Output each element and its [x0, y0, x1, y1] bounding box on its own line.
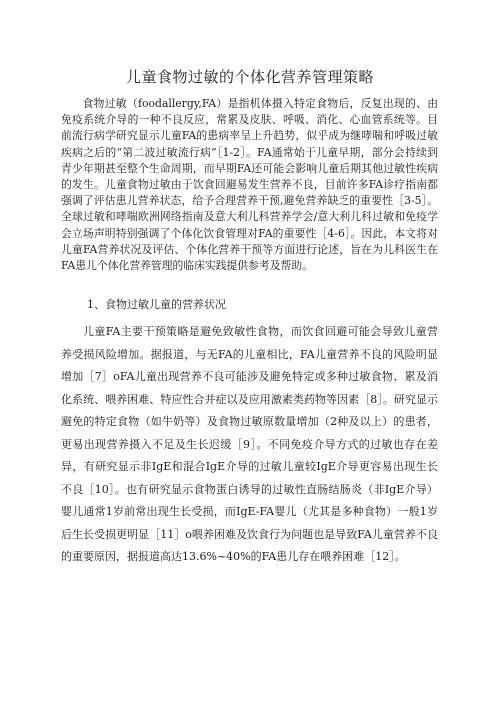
document-title: 儿童食物过敏的个体化营养管理策略: [125, 68, 374, 86]
intro-paragraph: 食物过敏（foodallergy,FA）是指机体摄入特定食物后，反复出现的、由免疫系统介导的一种不良反应，常累及皮肤、呼吸、消化、心血管系统等。目前流行病学研究显示儿童FA的患病率呈上升趋势，似乎成为继哮喘和呼吸过敏疾病之后的“第二波过敏流行病”［1-2］。FA通常始于儿童早期，部分会持续到青少年期甚至整个生命周期，而早期FA还可能会影响儿童后期其他过敏性疾病的发生。儿童食物过敏由于饮食回避易发生营养不良，目前许多FA诊疗指南都强调了评估患儿营养状态，给予合理营养干预,避免营养缺乏的重要性［3-5］。全球过敏和哮喘欧洲网络指南及意大利儿科营养学会/意大利儿科过敏和免疫学会立场声明特别强调了个体化饮食管理对FA的重要性［4-6］。因此，本文将对儿童FA营养状况及评估、个体化营养干预等方面进行论述，旨在为儿科医生在FA患儿个体化营养管理的临床实践提供参考及帮助。: [61, 97, 438, 273]
section-heading: 1、食物过敏儿童的营养状况: [87, 298, 226, 311]
body-paragraph: 儿童FA主要干预策略是避免致敏性食物，而饮食回避可能会导致儿童营养受损风险增加。据报道，与无FA的儿童相比，FA儿童营养不良的风险明显增加［7］oFA儿童出现营养不良可能涉及避免特定或多种过敏食物、累及消化系统、喂养困难、特应性合并症以及应用激素类药物等因素［8］。研究显示避免的特定食物（如牛奶等）及食物过敏原数量增加（2种及以上）的患者，更易出现营养摄入不足及生长迟缓［9］。不同免疫介导方式的过敏也存在差异，有研究显示非IgE和混合IgE介导的过敏儿童较IgE介导更容易出现生长不良［10］。也有研究显示食物蛋白诱导的过敏性直肠结肠炎（非IgE介导）婴儿通常1岁前常出现生长受损，而IgE-FA婴儿（尤其是多种食物）一般1岁后生长受损更明显［11］o喂养困难及饮食行为问题也是导致FA儿童营养不良的重要原因，据报道高达13.6%~40%的FA患儿存在喂养困难［12］。: [61, 325, 438, 563]
